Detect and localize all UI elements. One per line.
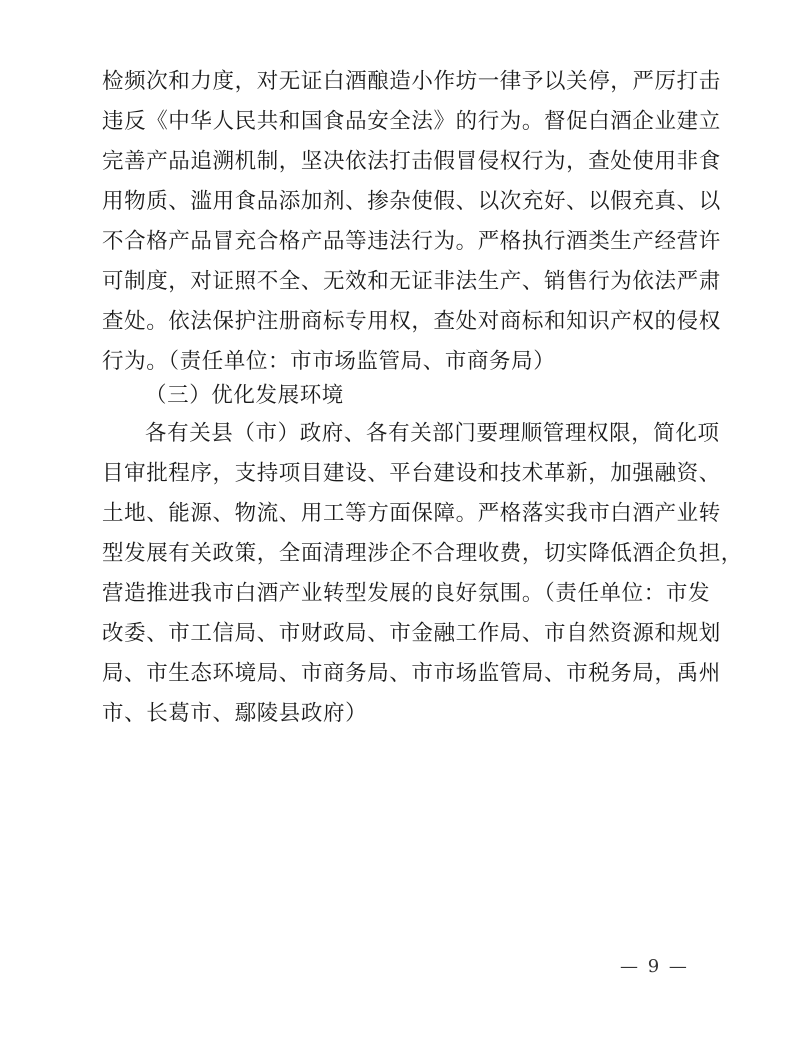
text-line: 可制度，对证照不全、无效和无证非法生产、销售行为依法严肃 [102, 269, 721, 294]
text-line: 改委、市工信局、市财政局、市金融工作局、市自然资源和规划 [102, 621, 721, 646]
text-line: 查处。依法保护注册商标专用权，查处对商标和知识产权的侵权 [102, 309, 721, 334]
text-line: 检频次和力度，对无证白酒酿造小作坊一律予以关停，严厉打击 [102, 69, 721, 94]
text-line: 不合格产品冒充合格产品等违法行为。严格执行酒类生产经营许 [102, 229, 721, 254]
text-line: 各有关县（市）政府、各有关部门要理顺管理权限，简化项 [145, 421, 720, 446]
text-line: 市、长葛市、鄢陵县政府） [102, 701, 368, 726]
text-line: 完善产品追溯机制，坚决依法打击假冒侵权行为，查处使用非食 [102, 149, 721, 174]
text-line: 营造推进我市白酒产业转型发展的良好氛围。（责任单位：市发 [102, 581, 711, 606]
text-line: 用物质、滥用食品添加剂、掺杂使假、以次充好、以假充真、以 [102, 189, 721, 214]
text-line: 目审批程序，支持项目建设、平台建设和技术革新，加强融资、 [102, 461, 721, 486]
page-number: — 9 — [620, 956, 689, 977]
text-line: 型发展有关政策，全面清理涉企不合理收费，切实降低酒企负担， [102, 541, 743, 566]
text-line: 局、市生态环境局、市商务局、市市场监管局、市税务局，禹州 [102, 661, 721, 686]
text-line: 行为。（责任单位：市市场监管局、市商务局） [102, 349, 556, 374]
text-line: 违反《中华人民共和国食品安全法》的行为。督促白酒企业建立 [102, 109, 721, 134]
text-line: 土地、能源、物流、用工等方面保障。严格落实我市白酒产业转 [102, 501, 721, 526]
section-heading: （三）优化发展环境 [145, 383, 344, 408]
